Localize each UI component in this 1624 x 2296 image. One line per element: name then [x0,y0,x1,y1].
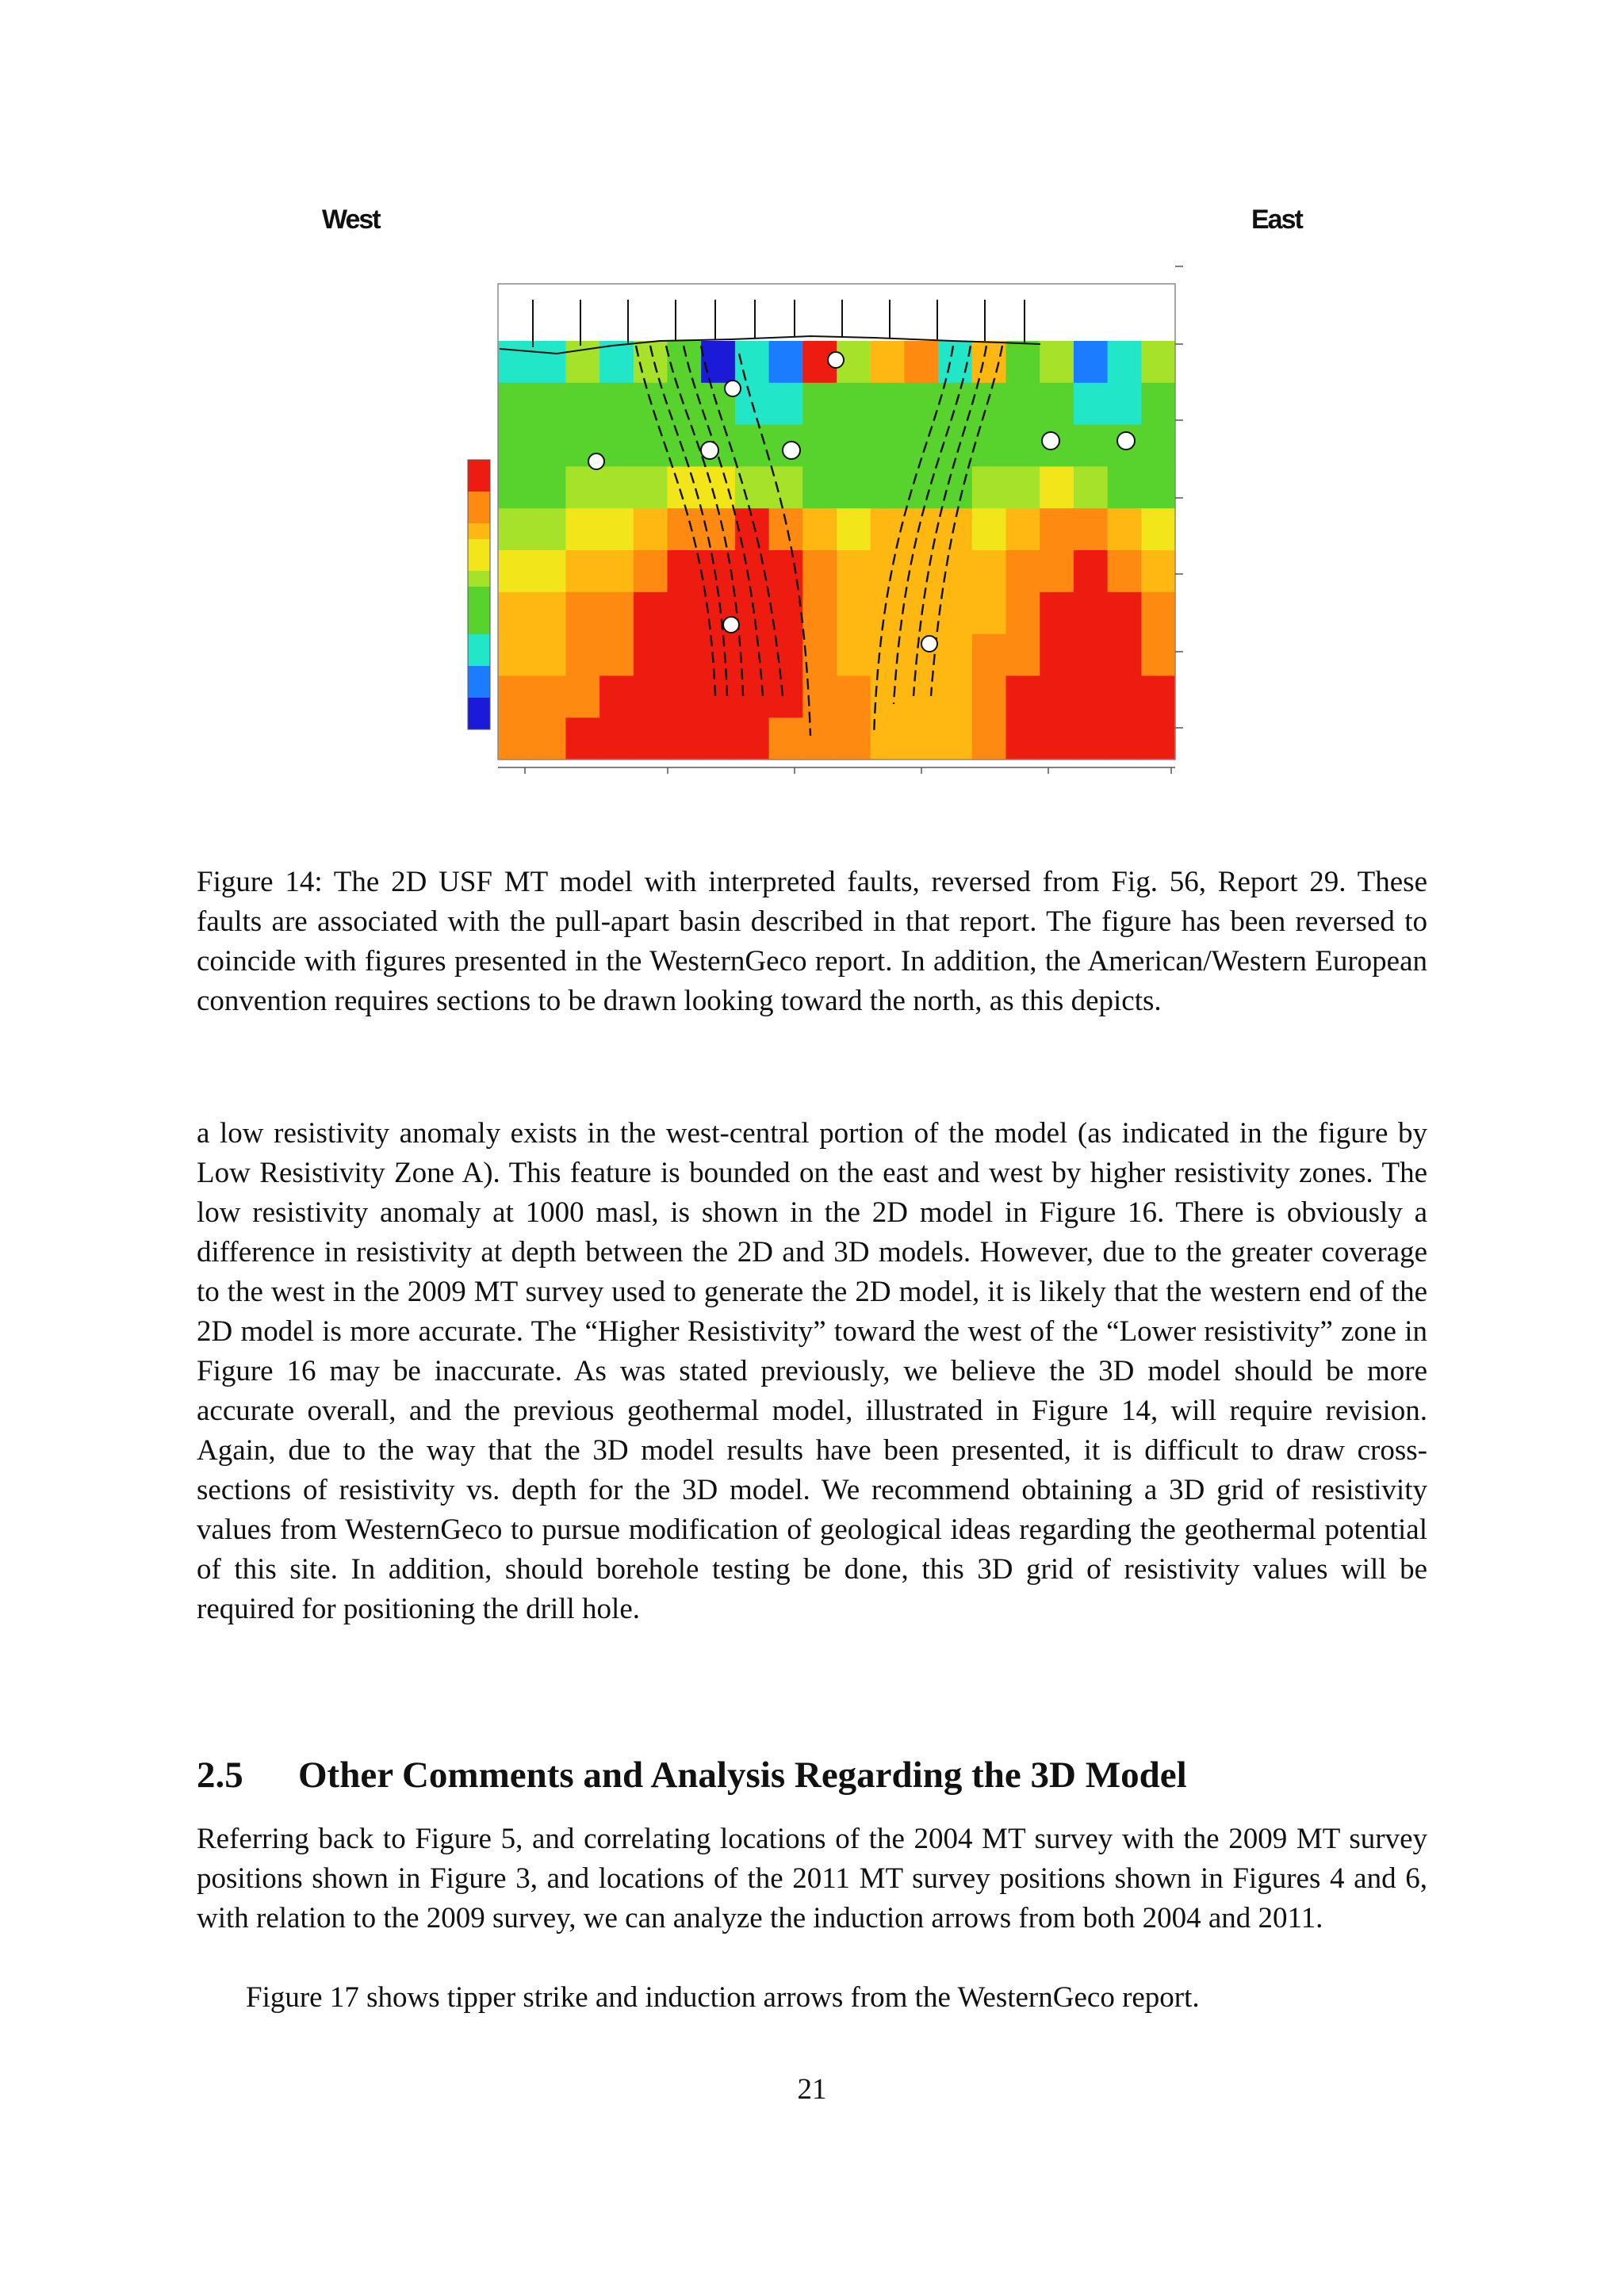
model-cell [565,592,599,634]
model-cell [701,718,735,760]
model-cell [1074,550,1108,592]
colorbar-swatch [468,460,490,476]
model-cell [532,466,566,508]
model-cell [871,425,905,467]
colorbar-swatch [468,698,490,714]
model-cell [1108,592,1142,634]
model-cell [735,466,769,508]
model-cell [599,550,634,592]
model-cell [972,718,1006,760]
model-cell [532,550,566,592]
model-cell [1141,383,1175,425]
model-cell [769,675,803,718]
model-cell [532,718,566,760]
model-cell [871,466,905,508]
model-cell [1040,466,1074,508]
model-cell [972,675,1006,718]
model-cell [1074,383,1108,425]
model-cell [871,508,905,550]
model-cell [1040,341,1074,383]
model-cell [938,634,972,676]
model-cell [769,718,803,760]
model-cell [498,550,532,592]
model-cell [1040,592,1074,634]
model-cell [1074,718,1108,760]
model-cell [1006,425,1040,467]
model-cell [802,550,837,592]
model-cell [634,550,668,592]
model-cell [634,466,668,508]
page-number: 21 [797,2073,827,2106]
model-cell [1108,508,1142,550]
model-cell [532,508,566,550]
model-cell [837,675,871,718]
model-cell [769,508,803,550]
model-cell [1006,592,1040,634]
model-cell [634,508,668,550]
model-cell [1074,634,1108,676]
model-cell [1141,550,1175,592]
model-cell [1074,592,1108,634]
model-cell [565,341,599,383]
model-cell [837,592,871,634]
model-cell [668,508,702,550]
colorbar-swatch [468,507,490,524]
model-cell [599,675,634,718]
model-cell [668,718,702,760]
model-cell [802,718,837,760]
model-cell [938,550,972,592]
model-cell [599,634,634,676]
model-cell [837,718,871,760]
model-cell [599,383,634,425]
model-cell [668,592,702,634]
model-cell [498,592,532,634]
model-cell [972,508,1006,550]
model-cell [871,592,905,634]
model-cell [802,592,837,634]
model-cell [1006,383,1040,425]
model-cell [1040,634,1074,676]
model-cell [668,634,702,676]
model-cell [1141,466,1175,508]
model-cell [1040,508,1074,550]
west-label: West [322,205,380,235]
model-cell [837,550,871,592]
model-cell [769,634,803,676]
colorbar-swatch [468,618,490,635]
model-cell [701,466,735,508]
colorbar-swatch [468,682,490,698]
model-cell [498,675,532,718]
model-cell [1040,718,1074,760]
section-number: 2.5 [197,1755,243,1796]
model-cell [668,425,702,467]
model-cell [972,592,1006,634]
model-cell [668,466,702,508]
model-cell [1108,383,1142,425]
model-cell [1006,466,1040,508]
model-cell [532,425,566,467]
model-cell [904,341,938,383]
model-cell [904,466,938,508]
model-cell [871,718,905,760]
model-cell [1074,508,1108,550]
model-cell [769,341,803,383]
colorbar-swatch [468,587,490,603]
model-cell [634,592,668,634]
model-cell [1040,550,1074,592]
model-cell [1006,508,1040,550]
model-cell [1040,383,1074,425]
colorbar-swatch [468,539,490,556]
model-cell [1006,550,1040,592]
model-cell [938,508,972,550]
model-cell [1074,675,1108,718]
model-cell [599,508,634,550]
section-heading [197,1754,1427,1797]
model-cell [701,341,735,383]
model-cell [498,634,532,676]
model-cell [565,550,599,592]
section-title: Other Comments and Analysis Regarding the 3D Model [298,1755,1187,1796]
model-cell [498,718,532,760]
model-cell [668,675,702,718]
model-cell [634,425,668,467]
model-cell [565,466,599,508]
colorbar-swatch [468,555,490,572]
model-cell [802,634,837,676]
model-cell [972,634,1006,676]
model-cell [871,341,905,383]
model-cell [701,634,735,676]
model-cell [1108,675,1142,718]
model-cell [1108,341,1142,383]
model-cell [837,383,871,425]
model-cell [735,425,769,467]
model-cell [1141,425,1175,467]
model-cell [1141,718,1175,760]
model-cell [871,383,905,425]
colorbar-swatch [468,571,490,587]
model-cell [498,425,532,467]
model-cell [1108,466,1142,508]
model-cell [1141,634,1175,676]
model-cell [668,550,702,592]
colorbar-swatch [468,650,490,667]
model-cell [1074,425,1108,467]
model-cell [1141,508,1175,550]
model-cell [532,675,566,718]
model-cell [565,718,599,760]
model-cell [532,383,566,425]
model-cell [1074,341,1108,383]
model-cell [871,550,905,592]
model-cell [837,508,871,550]
body-paragraph-3: Figure 17 shows tipper strike and induction arrows from the WesternGeco report. [246,1981,1200,2014]
model-cell [1141,675,1175,718]
east-label: East [1251,205,1302,235]
model-cell [565,383,599,425]
model-cell [1006,341,1040,383]
mt-model-figure [398,252,1232,825]
model-cell [498,383,532,425]
model-cell [1108,634,1142,676]
model-cell [532,341,566,383]
model-cell [972,383,1006,425]
model-cell [1141,592,1175,634]
model-cell [1006,634,1040,676]
resistivity-colorbar [468,460,490,730]
model-cell [701,675,735,718]
model-cell [1006,718,1040,760]
colorbar-swatch [468,666,490,683]
colorbar-swatch [468,714,490,730]
model-cell [938,592,972,634]
model-cell [599,718,634,760]
mt-resistivity-section [398,252,1232,825]
model-cell [735,508,769,550]
model-cell [938,466,972,508]
model-cell [634,718,668,760]
model-cell [1040,675,1074,718]
model-cell [634,634,668,676]
model-cell [565,675,599,718]
model-cell [802,466,837,508]
model-cell [1074,466,1108,508]
colorbar-swatch [468,476,490,492]
model-cell [972,466,1006,508]
model-cell [904,675,938,718]
model-cell [972,425,1006,467]
model-cell [802,425,837,467]
model-cell [1006,675,1040,718]
colorbar-swatch [468,634,490,651]
model-cell [735,718,769,760]
model-cell [1108,550,1142,592]
body-paragraph-2: Referring back to Figure 5, and correlating locations of the 2004 MT survey with the 2009 MT survey positions shown in Figure 3, and locations of the 2011 MT survey positions shown in Figures 4 and 6, with relation to the 2009 survey, we can analyze the induction arrows from both 2004 and 2011. [197,1823,1427,1934]
resistivity-model-grid [498,341,1176,760]
model-cell [1141,341,1175,383]
figure-caption: Figure 14: The 2D USF MT model with interpreted faults, reversed from Fig. 56, Report 29. These faults are associated with the pull-apart basin described in that report. The figure has been reversed to coincide with figures presented in the WesternGeco report. In addition, the American/Western European convention requires sections to be drawn looking toward the north, as this depicts. [197,866,1427,1017]
body-paragraph-1: a low resistivity anomaly exists in the west-central portion of the model (as indicated in the figure by Low Resistivity Zone A). This feature is bounded on the east and west by higher resistivity zones. The low resistivity anomaly at 1000 masl, is shown in the 2D model in Figure 16. There is obviously a difference in resistivity at depth between the 2D and 3D models. However, due to the greater coverage to the west in the 2009 MT survey used to generate the 2D model, it is likely that the western end of the 2D model is more accurate. The “Higher Resistivity” toward the west of the “Lower resistivity” zone in Figure 16 may be inaccurate. As was stated previously, we believe the 3D model should be more accurate overall, and the previous geothermal model, illustrated in Figure 14, will require revision. Again, due to the way that the 3D model results have been presented, it is difficult to draw cross-sections of resistivity vs. depth for the 3D model. We recommend obtaining a 3D grid of resistivity values from WesternGeco to pursue modification of geological ideas regarding the geothermal potential of this site. In addition, should borehole testing be done, this 3D grid of resistivity values will be required for positioning the drill hole. [197,1117,1427,1625]
model-cell [735,675,769,718]
model-cell [634,675,668,718]
model-cell [972,550,1006,592]
model-cell [1108,718,1142,760]
model-cell [498,508,532,550]
model-cell [938,718,972,760]
colorbar-swatch [468,492,490,508]
colorbar-swatch [468,523,490,540]
model-cell [769,383,803,425]
model-cell [599,592,634,634]
model-cell [802,383,837,425]
model-cell [532,634,566,676]
model-cell [837,425,871,467]
model-cell [837,466,871,508]
model-cell [532,592,566,634]
model-cell [837,634,871,676]
model-cell [498,341,532,383]
model-cell [498,466,532,508]
model-cell [938,675,972,718]
model-cell [802,508,837,550]
model-cell [565,508,599,550]
model-cell [565,634,599,676]
model-cell [599,466,634,508]
colorbar-swatch [468,603,490,619]
model-cell [735,592,769,634]
model-cell [904,718,938,760]
